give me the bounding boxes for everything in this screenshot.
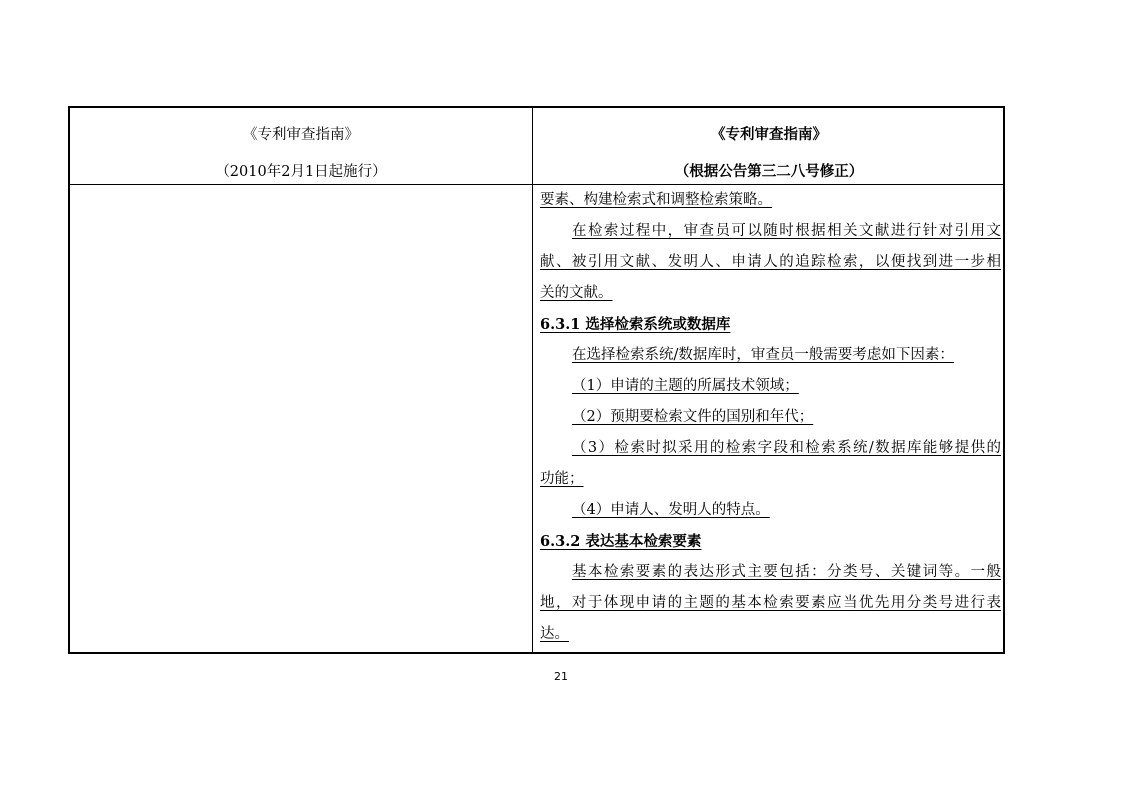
header-right-title: 《专利审查指南》 — [711, 126, 827, 143]
header-right — [533, 108, 1005, 184]
comparison-table — [68, 106, 1005, 654]
list-item: （4）申请人、发明人的特点。 — [572, 502, 770, 518]
section-heading-6-3-1: 6.3.1 选择检索系统或数据库 — [540, 316, 731, 333]
page-number: 21 — [554, 670, 568, 683]
text-line: 要素、构建检索式和调整检索策略。 — [540, 192, 772, 208]
list-item: （1）申请的主题的所属技术领域； — [572, 378, 799, 394]
list-item: （3）检索时拟采用的检索字段和检索系统/数据库能够提供的 — [572, 440, 1001, 456]
header-left-title: 《专利审查指南》 — [243, 127, 359, 143]
text-line: 达。 — [540, 626, 569, 642]
list-item: （2）预期要检索文件的国别和年代； — [572, 409, 814, 425]
text-line: 基本检索要素的表达形式主要包括：分类号、关键词等。一般 — [572, 564, 1001, 580]
right-column-text — [540, 185, 1001, 650]
header-right-subtitle: （根据公告第三二八号修正） — [674, 163, 864, 180]
text-line: 关的文献。 — [540, 285, 613, 301]
header-left-subtitle: （2010年2月1日起施行） — [215, 164, 387, 180]
text-line: 献、被引用文献、发明人、申请人的追踪检索，以便找到进一步相 — [540, 254, 1001, 270]
section-heading-6-3-2: 6.3.2 表达基本检索要素 — [540, 533, 702, 550]
text-line: 地，对于体现申请的主题的基本检索要素应当优先用分类号进行表 — [540, 595, 1001, 611]
column-divider — [532, 108, 533, 652]
text-line: 在选择检索系统/数据库时，审查员一般需要考虑如下因素： — [572, 347, 954, 363]
text-line: 功能； — [540, 471, 584, 487]
text-line: 在检索过程中，审查员可以随时根据相关文献进行针对引用文 — [572, 223, 1001, 239]
header-left — [70, 108, 532, 184]
